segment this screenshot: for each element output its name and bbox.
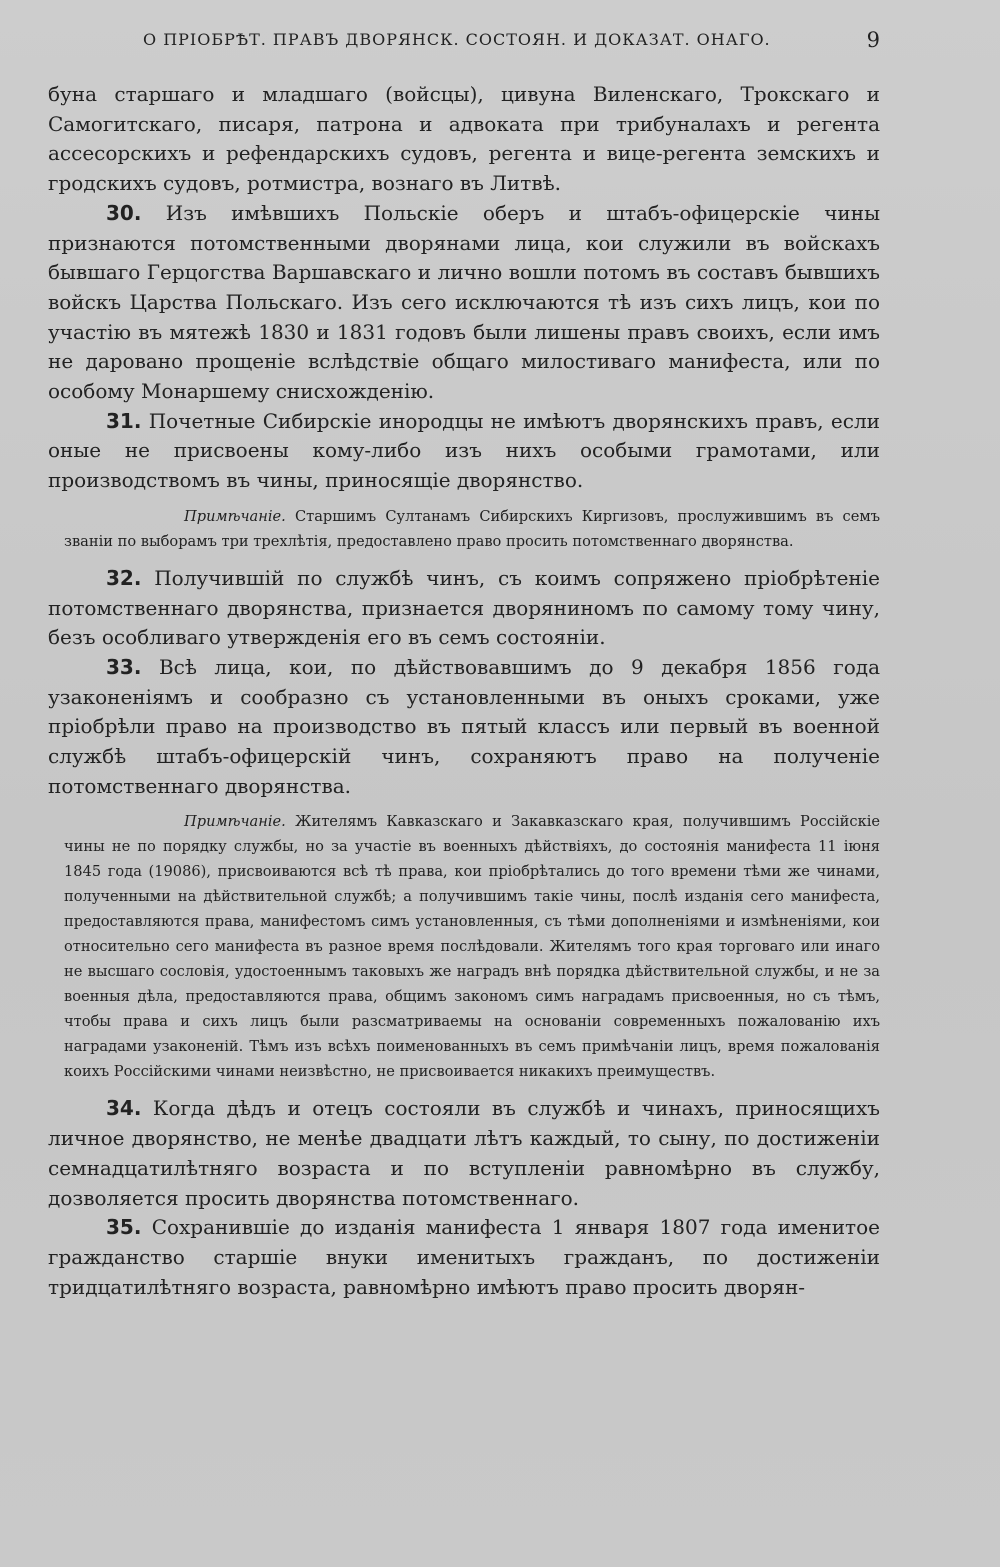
running-header [48,28,880,58]
article-31 [48,407,880,496]
article-number: 33. [106,654,142,679]
note-label: Примѣчаніе. [184,507,286,525]
article-number: 31. [106,408,142,433]
body-text [48,80,880,1302]
page-number: 9 [866,28,880,52]
article-34 [48,1094,880,1213]
article-number: 30. [106,200,142,225]
article-text: Изъ имѣвшихъ Польскіе оберъ и штабъ-офицерскіе чины признаются потомственными дворянами лица, кои служили въ войскахъ бывшаго Герцогства Варшавскаго и лично вошли потомъ въ составъ бывшихъ войскъ Царства Польскаго. Изъ сего исключаются тѣ изъ сихъ лицъ, кои по участію въ мятежѣ 1830 и 1831 годовъ были лишены правъ своихъ, если имъ не даровано прощеніе вслѣдствіе общаго милостиваго манифеста, или по особому Монаршему снисхожденію. [48,200,881,404]
article-32 [48,564,880,653]
note-text: Жителямъ Кавказскаго и Закавказскаго края, получившимъ Россійскіе чины не по порядку службы, но за участіе въ военныхъ дѣйствіяхъ, до состоянія манифеста 11 іюня 1845 года (19086), присвоиваются всѣ тѣ права, кои пріобрѣтались до того времени тѣми же чинами, полученными на дѣйствительной службѣ; а получившимъ такіе чины, послѣ изданія сего манифеста, предоставляются права, манифестомъ симъ установленныя, съ тѣми дополненіями и измѣненіями, кои относительно сего манифеста въ разное время послѣдовали. Жителямъ того края торговаго или инаго не высшаго сословія, удостоеннымъ таковыхъ же наградъ внѣ порядка дѣйствительной службы, и не за военныя дѣла, предоставляются права, общимъ закономъ симъ наградамъ присвоенныя, но съ тѣмъ, чтобы права и сихъ лицъ были разсматриваемы на основаніи современныхъ пожалованію ихъ наградами узаконеній. Тѣмъ изъ всѣхъ поименованныхъ въ семъ примѣчаніи лицъ, время пожалованія коихъ Россійскими чинами неизвѣстно, не присвоивается никакихъ преимуществъ. [64,813,880,1081]
paragraph-continued [48,80,880,199]
article-text: Почетные Сибирскіе инородцы не имѣютъ дворянскихъ правъ, если оные не присвоены кому-либо изъ нихъ особыми грамотами, или производствомъ въ чины, приносящіе дворянство. [48,408,880,493]
note-label: Примѣчаніе. [184,813,286,831]
article-35 [48,1213,880,1302]
article-text: Всѣ лица, кои, по дѣйствовавшимъ до 9 декабря 1856 года узаконеніямъ и сообразно съ установленными въ оныхъ сроками, уже пріобрѣли право на производство въ пятый классъ или первый въ военной службѣ штабъ-офицерскій чинъ, сохраняютъ право на полученіе потомственнаго дворянства. [48,654,880,798]
paragraph-text: буна старшаго и младшаго (войсцы), цивуна Виленскаго, Трокскаго и Самогитскаго, писаря, патрона и адвоката при трибуналахъ и регента ассесорскихъ и рефендарскихъ судовъ, регента и вице-регента земскихъ и гродскихъ судовъ, ротмистра, вознаго въ Литвѣ. [48,82,880,196]
running-title: О ПРІОБРѢТ. ПРАВЪ ДВОРЯНСК. СОСТОЯН. И ДОКАЗАТ. ОНАГО. [143,30,771,49]
note-1 [64,504,880,554]
article-number: 35. [106,1215,142,1240]
article-number: 34. [106,1096,142,1121]
article-text: Когда дѣдъ и отецъ состояли въ службѣ и чинахъ, приносящихъ личное дворянство, не менѣе двадцати лѣтъ каждый, то сыну, по достиженіи семнадцатилѣтняго возраста и по вступленіи равномѣрно въ службу, дозволяется просить дворянства потомственнаго. [48,1096,880,1210]
note-text: Старшимъ Султанамъ Сибирскихъ Киргизовъ, прослужившимъ въ семъ званіи по выборамъ три трехлѣтія, предоставлено право просить потомственнаго дворянства. [64,507,881,550]
article-number: 32. [106,565,142,590]
article-33 [48,653,880,802]
article-text: Получившій по службѣ чинъ, съ коимъ сопряжено пріобрѣтеніе потомственнаго дворянства, признается дворяниномъ по самому тому чину, безъ особливаго утвержденія его въ семъ состояніи. [48,565,880,650]
article-text: Сохранившіе до изданія манифеста 1 января 1807 года именитое гражданство старшіе внуки именитыхъ гражданъ, по достиженіи тридцатилѣтняго возраста, равномѣрно имѣютъ право просить дворян- [48,1215,880,1299]
note-2 [64,809,880,1084]
article-30 [48,199,880,407]
